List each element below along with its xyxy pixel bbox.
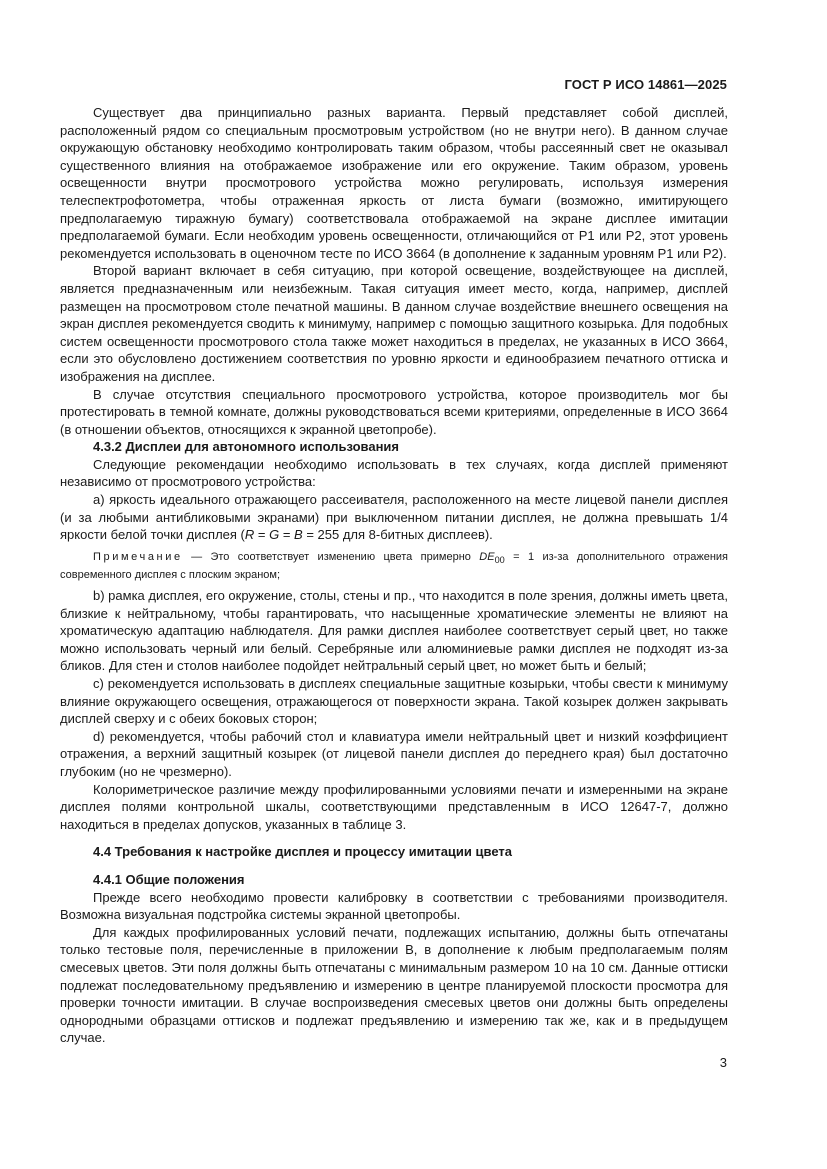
note-label: Примечание [93, 550, 183, 563]
paragraph-no-viewing-device: В случае отсутствия специального просмотрового устройства, которое производитель мог бы протестировать в темной комнате, должны руководствоваться всеми критериями, определенные в ИСО 3664 (в отношении объектов, относящихся к экранной цветопробе). [60, 386, 728, 437]
list-item-c: c) рекомендуется использовать в дисплеях специальные защитные козырьки, чтобы свести к минимуму влияние окружающего освещения, отражающегося от поверхности экрана. Такой козырек должен закрывать дисплей сверху и с обеих боковых сторон; [60, 676, 728, 727]
note-paragraph [60, 550, 728, 583]
list-item-b: b) рамка дисплея, его окружение, столы, стены и пр., что находится в поле зрения, должны иметь цвета, близкие к нейтральному, чтобы гарантировать, что насыщенные хроматические элементы не влияют на хроматическую адаптацию наблюдателя. Для рамки дисплея наиболее соответствует серый цвет, но также можно использовать черный или белый. Серебряные или алюминиевые рамки дисплея не подходят из-за бликов. Для стен и столов наиболее подойдет нейтральный серый цвет, но может быть и белый; [60, 588, 728, 674]
list-item-d: d) рекомендуется, чтобы рабочий стол и клавиатура имели нейтральный цвет и низкий коэффициент отражения, а верхний защитный козырек (от лицевой панели дисплея до переднего края) был достаточно глубоким (но не чрезмерно). [60, 728, 728, 779]
delta-e-symbol: DE [479, 550, 495, 563]
paragraph-second-variant: Второй вариант включает в себя ситуацию, при которой освещение, воздействующее на дисплей, является предназначенным или неизбежным. Такая ситуация имеет место, когда, например, дисплей размещен на просмотровом столе печатной машины. В данном случае воздействие внешнего освещения на экран дисплея рекомендуется сводить к минимуму, например с помощью защитного козырька. Для подобных систем освещенности просмотрового стола также может находиться в пределах, не указанных в ИСО 3664, если это обусловлено достижением соответствия по уровню яркости и единообразием печатного оттиска и изображения на дисплее. [60, 263, 728, 384]
item-a-text: а) яркость идеального отражающего рассеивателя, расположенного на месте лицевой панели дисплея (и за любыми антибликовыми экранами) при выключенном питании дисплея, не должна превышать 1/4 яркости белой точки дисплея ( [60, 492, 728, 543]
paragraph-two-variants: Существует два принципиально разных варианта. Первый представляет собой дисплей, расположенный рядом со специальным просмотровым устройством (но не внутри него). В данном случае окружающую обстановку необходимо контролировать таким образом, чтобы рассеянный свет не оказывал существенного влияния на отображаемое изображение или его окружение. Таким образом, уровень освещенности внутри просмотрового устройства можно регулировать, используя измерения телеспектрофотометра, чтобы отраженная яркость от листа бумаги (возможно, имитирующего предполагаемую тиражную бумагу) соответствовала отображаемой на экране дисплее имитации предполагаемой бумаги. Если необходим уровень освещенности, отличающийся от P1 или P2, этот уровень рекомендуется использовать в оценочном тесте по ИСО 3664 (в дополнение к заданным уровням P1 или P2). [60, 105, 728, 261]
paragraph-test-fields: Для каждых профилированных условий печати, подлежащих испытанию, должны быть отпечатаны только тестовые поля, перечисленные в приложении В, в дополнение к любым предполагаемым полям смесевых цветов. Эти поля должны быть отпечатаны с минимальным размером 10 на 10 см. Данные оттиски подлежат последовательному предъявлению и измерению в центре планируемой плоскости просмотра для проверки точности имитации. В случае воспроизведения смесевых цветов они должны быть определены однородными образцами оттисков и подлежат предъявлению и измерению так же, как и в предыдущем случае. [60, 924, 728, 1046]
list-item-a [60, 491, 728, 544]
symbol-r: R [244, 527, 255, 543]
delta-e-subscript: 00 [494, 555, 505, 566]
note-text: — Это соответствует изменению цвета примерно [182, 550, 480, 563]
section-heading-4-4-1: 4.4.1 Общие положения [93, 871, 245, 887]
note-tail: = 1 из-за дополнительного отражения современного дисплея с плоским экраном; [60, 550, 728, 582]
symbol-b: B [294, 527, 303, 543]
page-body [60, 104, 728, 1047]
paragraph-colorimetric-difference: Колориметрическое различие между профилированными условиями печати и измеренными на экране дисплея полями контрольной шкалы, соответствующими представленным в ИСО 12647-7, должно находиться в пределах допусков, указанных в таблице 3. [60, 781, 728, 832]
paragraph-calibration: Прежде всего необходимо провести калибровку в соответствии с требованиями производителя. Возможна визуальная подстройка системы экранной цветопробы. [60, 889, 728, 923]
section-heading-4-4: 4.4 Требования к настройке дисплея и процессу имитации цвета [93, 844, 512, 860]
paragraph-recommendations-intro: Следующие рекомендации необходимо использовать в тех случаях, когда дисплей применяют независимо от просмотрового устройства: [60, 456, 728, 490]
equals-sign: = [279, 527, 295, 543]
section-heading-4-3-2: 4.3.2 Дисплеи для автономного использования [93, 439, 400, 455]
equals-sign: = [254, 527, 270, 543]
symbol-g: G [269, 527, 280, 543]
document-id-header: ГОСТ Р ИСО 14861—2025 [564, 77, 727, 92]
item-a-tail: = 255 для 8-битных дисплеев). [302, 527, 493, 543]
page-number: 3 [719, 1055, 727, 1070]
